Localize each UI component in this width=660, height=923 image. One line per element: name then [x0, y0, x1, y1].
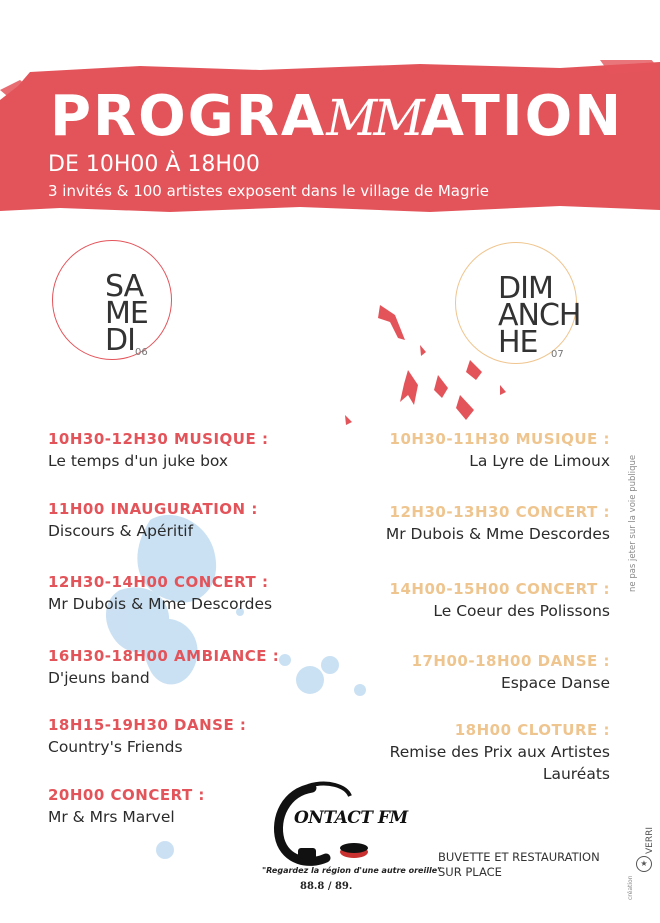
event-description: Mr Dubois & Mme Descordes [48, 595, 273, 613]
sunday-label-line-1: DIM [498, 271, 553, 306]
catering-notice [438, 850, 600, 880]
saturday-label-line-1: SA [105, 269, 144, 304]
sunday-event [412, 652, 610, 692]
designer-credit: VERRI [645, 826, 655, 854]
event-time: 12H30-13H30 CONCERT : [389, 503, 610, 521]
saturday-label [105, 269, 148, 358]
catering-line-2: SUR PLACE [438, 865, 502, 879]
saturday-event [48, 430, 268, 470]
title-part-1: PROGRA [50, 84, 327, 149]
sunday-event [390, 580, 610, 620]
saturday-label-line-3: DI [105, 323, 135, 358]
event-description: Remise des Prix aux Artistes [389, 743, 610, 761]
event-time: 10H30-12H30 MUSIQUE : [48, 430, 269, 448]
logo-wordmark: ONTACT FM [294, 808, 408, 828]
saturday-date: 06 [135, 347, 148, 358]
event-description: Mr Dubois & Mme Descordes [385, 525, 610, 543]
sunday-day-badge [455, 242, 581, 364]
saturday-event [48, 500, 258, 540]
invites-subtitle: 3 invités & 100 artistes exposent dans le village de Magrie [48, 182, 490, 200]
sunday-date: 07 [551, 349, 564, 360]
sunday-event [390, 721, 610, 783]
opening-hours: DE 10H00 À 18H00 [48, 152, 260, 177]
event-description: Le Coeur des Polissons [433, 602, 610, 620]
sunday-label-line-2: ANCH [498, 298, 581, 333]
saturday-day-badge [52, 240, 172, 360]
event-time: 16H30-18H00 AMBIANCE : [48, 647, 280, 665]
credit-label: création [627, 875, 634, 900]
title-part-2: ATION [420, 84, 624, 149]
saturday-event [48, 573, 272, 613]
event-time: 14H00-15H00 CONCERT : [389, 580, 610, 598]
event-time: 18H00 CLOTURE : [454, 721, 610, 739]
sunday-label [498, 271, 581, 360]
saturday-event [48, 786, 205, 826]
event-time: 17H00-18H00 DANSE : [411, 652, 610, 670]
event-description: Espace Danse [500, 674, 610, 692]
contact-fm-logo [268, 778, 398, 898]
event-description: Discours & Apéritif [48, 522, 194, 540]
event-description: Country's Friends [48, 738, 183, 756]
radio-slogan: "Regardez la région d'une autre oreille" [262, 866, 442, 875]
event-description: D'jeuns band [48, 669, 150, 687]
sunday-label-line-3: HE [498, 325, 538, 360]
designer-badge-icon: ★ [636, 856, 652, 872]
sunday-event [386, 503, 610, 543]
event-time: 11H00 INAUGURATION : [48, 500, 258, 518]
event-description: La Lyre de Limoux [469, 452, 610, 470]
event-time: 10H30-11H30 MUSIQUE : [389, 430, 610, 448]
event-time: 12H30-14H00 CONCERT : [48, 573, 269, 591]
title-script-part: MM [326, 89, 421, 147]
sunday-event [390, 430, 610, 470]
event-description: Le temps d'un juke box [48, 452, 229, 470]
saturday-event [48, 716, 246, 756]
event-time: 18H15-19H30 DANSE : [48, 716, 247, 734]
saturday-event [48, 647, 279, 687]
saturday-label-line-2: ME [105, 296, 148, 331]
litter-notice: ne pas jeter sur la voie publique [628, 454, 638, 592]
radio-frequency: 88.8 / 89. [300, 881, 353, 892]
event-time: 20H00 CONCERT : [48, 786, 205, 804]
event-description: Mr & Mrs Marvel [48, 808, 175, 826]
event-description-continued: Lauréats [542, 765, 610, 783]
catering-line-1: BUVETTE ET RESTAURATION [438, 850, 600, 864]
